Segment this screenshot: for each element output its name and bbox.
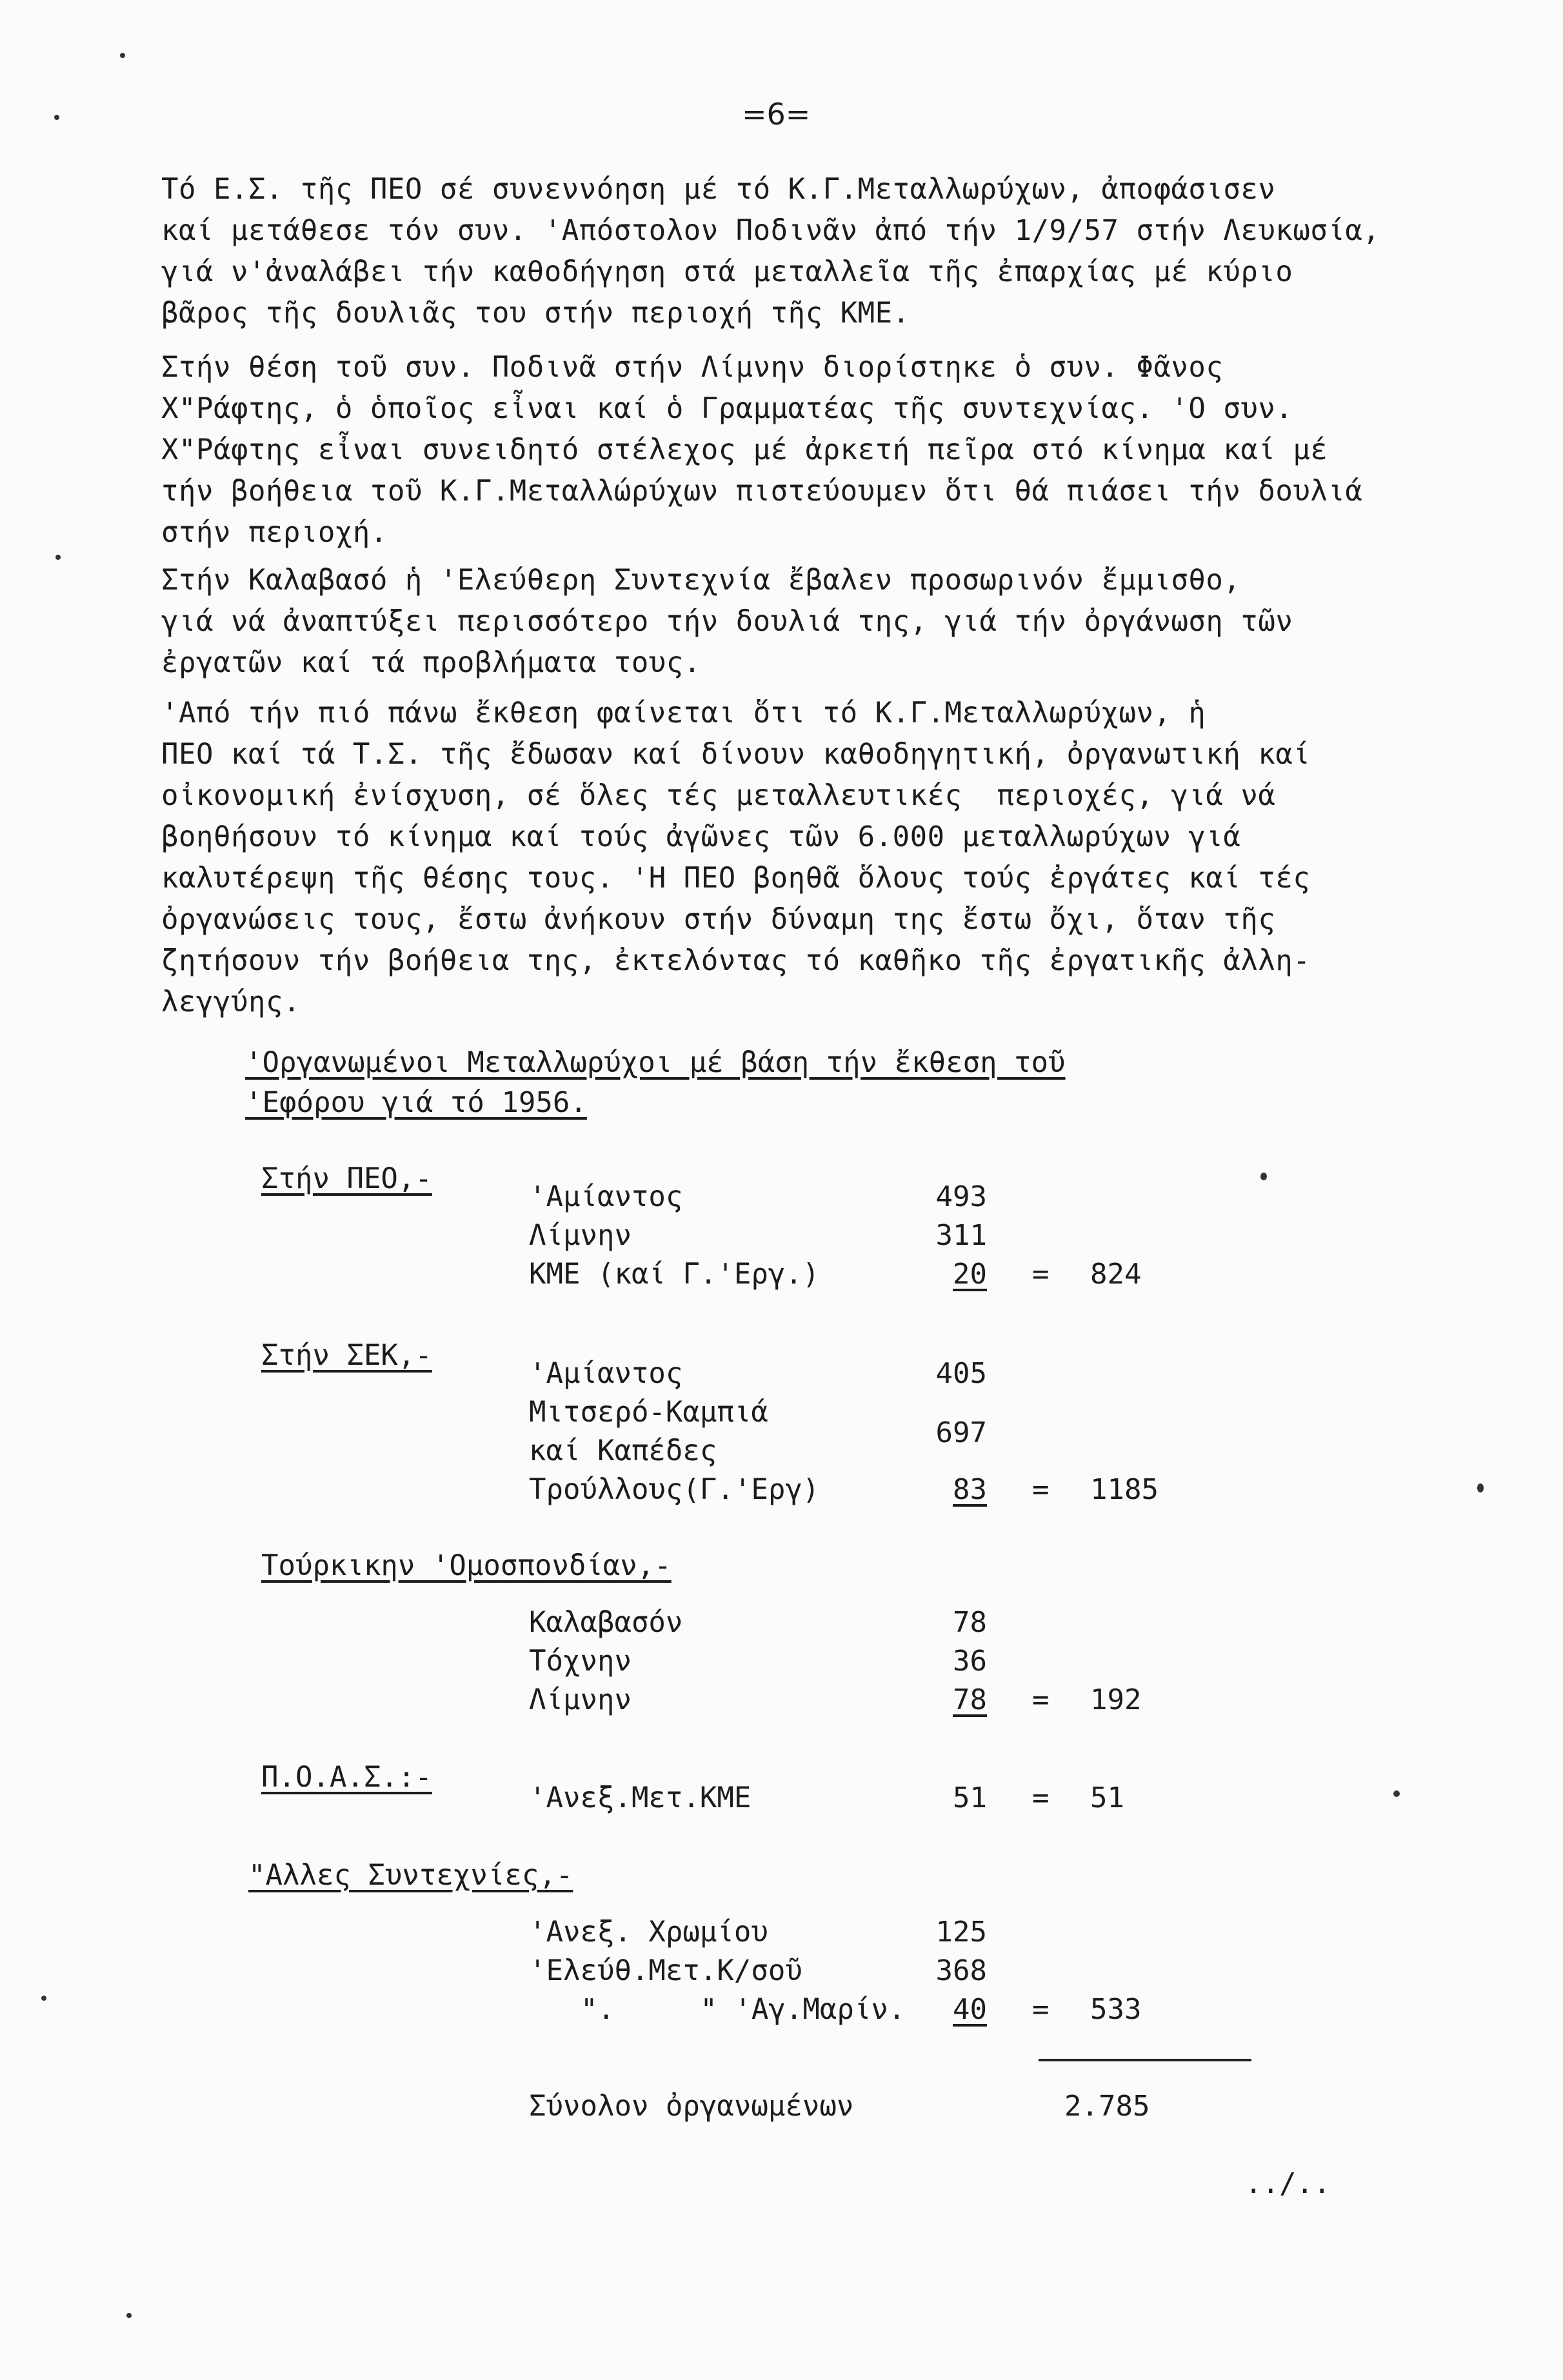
item-name: Λίμνην — [529, 1219, 632, 1252]
item-name: Τόχνην — [529, 1645, 632, 1678]
item-value: 311 — [935, 1219, 987, 1252]
item-name: ". " 'Αγ.Μαρίν. — [581, 1993, 906, 2026]
item-value: 20 — [953, 1258, 987, 1291]
section-total: 51 — [1090, 1781, 1124, 1814]
equals-sign: = — [1032, 1473, 1050, 1506]
item-name: Καλαβασόν — [529, 1606, 683, 1639]
item-value: 51 — [953, 1781, 987, 1814]
item-name: 'Αμίαντος — [529, 1357, 683, 1390]
item-value: 493 — [935, 1180, 987, 1213]
scan-speck — [54, 115, 59, 120]
item-value: 36 — [953, 1645, 987, 1678]
item-value: 368 — [935, 1954, 987, 1987]
scan-speck — [1477, 1483, 1484, 1492]
item-name: Λίμνην — [529, 1683, 632, 1716]
item-name: 'Ανεξ.Μετ.ΚΜΕ — [529, 1781, 752, 1814]
section-label-text: Τούρκικην 'Ομοσπονδίαν,- — [261, 1549, 672, 1582]
table-heading-text-2: 'Εφόρου γιά τό 1956. — [245, 1086, 587, 1119]
page-number: =6= — [742, 97, 811, 132]
section-label-text: Π.Ο.Α.Σ.:- — [261, 1761, 432, 1794]
grand-total-value: 2.785 — [1064, 2090, 1150, 2123]
paragraph-2: Στήν θέση τοῦ συν. Ποδινᾶ στήν Λίμνην διορίστηκε ὁ συν. Φᾶνος Χ"Ράφτης, ὁ ὁποῖος εἶναι καί ὁ Γραμματέας τῆς συντεχνίας. 'Ο συν. Χ"Ράφτης εἶναι συνειδητό στέλεχος μέ ἀρκετή πεῖρα στό κίνημα καί μέ τήν βοήθεια τοῦ Κ.Γ.Μεταλλώρύχων πιστεύουμεν ὅτι θά πιάσει τήν δουλιά στήν περιοχή. — [161, 351, 1363, 549]
section-label-poas — [261, 1758, 432, 1797]
section-total: 533 — [1090, 1993, 1142, 2026]
paragraph-4: 'Από τήν πιό πάνω ἔκθεση φαίνεται ὅτι τό Κ.Γ.Μεταλλωρύχων, ἡ ΠΕΟ καί τά Τ.Σ. τῆς ἔδωσαν καί δίνουν καθοδηγητική, ὀργανωτική καί οἰκονομική ἐνίσχυση, σέ ὅλες τές μεταλλευτικές περιοχές, γιά νά βοηθήσουν τό κίνημα καί τούς ἀγῶνες τῶν 6.000 μεταλλωρύχων γιά καλυτέρεψη τῆς θέσης τους. 'Η ΠΕΟ βοηθᾶ ὅλους τούς ἐργάτες καί τές ὀργανώσεις τους, ἔστω ἀνήκουν στήν δύναμη της ἔστω ὄχι, ὅταν τῆς ζητήσουν τήν βοήθεια της, ἐκτελόντας τό καθῆκο τῆς ἐργατικῆς ἀλλη- λεγγύης. — [161, 697, 1311, 1018]
paragraph-3: Στήν Καλαβασό ἡ 'Ελεύθερη Συντεχνία ἔβαλεν προσωρινόν ἔμμισθο, γιά νά ἀναπτύξει περισσότερο τήν δουλιά της, γιά τήν ὀργάνωση τῶν ἐργατῶν καί τά προβλήματα τους. — [161, 564, 1293, 679]
section-label-turkish-federation — [261, 1547, 672, 1585]
scan-speck — [41, 1996, 46, 2001]
section-label-peo — [261, 1160, 432, 1198]
table-heading-line-2 — [245, 1084, 587, 1122]
sum-rule — [1039, 2059, 1251, 2061]
section-total: 192 — [1090, 1683, 1142, 1716]
item-value: 40 — [953, 1993, 987, 2026]
equals-sign: = — [1032, 1258, 1050, 1291]
section-label-text: Στήν ΠΕΟ,- — [261, 1162, 432, 1195]
section-total: 1185 — [1090, 1473, 1159, 1506]
equals-sign: = — [1032, 1993, 1050, 2026]
scan-speck — [126, 2313, 132, 2318]
item-name: Τρούλλους(Γ.'Εργ) — [529, 1473, 820, 1506]
section-label-text: "Αλλες Συντεχνίες,- — [248, 1859, 573, 1892]
equals-sign: = — [1032, 1781, 1050, 1814]
equals-sign: = — [1032, 1683, 1050, 1716]
item-value: 83 — [953, 1473, 987, 1506]
item-name: 'Ανεξ. Χρωμίου — [529, 1916, 768, 1949]
scan-speck — [1260, 1173, 1267, 1180]
scan-speck — [55, 555, 61, 560]
scan-speck — [1393, 1790, 1400, 1797]
item-name: 'Ελεύθ.Μετ.Κ/σοῦ — [529, 1954, 802, 1987]
item-value: 78 — [953, 1606, 987, 1639]
item-name: ΚΜΕ (καί Γ.'Εργ.) — [529, 1258, 820, 1291]
item-value: 697 — [935, 1416, 987, 1449]
paragraph-1: Τό Ε.Σ. τῆς ΠΕΟ σέ συνεννόηση μέ τό Κ.Γ.Μεταλλωρύχων, ἀποφάσισεν καί μετάθεσε τόν συν. 'Απόστολον Ποδινᾶν ἀπό τήν 1/9/57 στήν Λευκωσία, γιά ν'ἀναλάβει τήν καθοδήγηση στά μεταλλεῖα τῆς ἐπαρχίας μέ κύριο βᾶρος τῆς δουλιᾶς του στήν περιοχή τῆς ΚΜΕ. — [161, 173, 1380, 330]
section-label-sek — [261, 1336, 432, 1375]
section-total: 824 — [1090, 1258, 1142, 1291]
item-value: 125 — [935, 1916, 987, 1949]
continuation-mark: ../.. — [1245, 2167, 1331, 2200]
table-heading-line-1 — [245, 1044, 1066, 1082]
item-name: Μιτσερό-Καμπιά καί Καπέδες — [529, 1396, 768, 1467]
item-value: 405 — [935, 1357, 987, 1390]
section-label-other-unions — [248, 1856, 573, 1895]
section-label-text: Στήν ΣΕΚ,- — [261, 1339, 432, 1372]
grand-total-label: Σύνολον ὀργανωμένων — [529, 2090, 854, 2123]
table-heading-text-1: 'Οργανωμένοι Μεταλλωρύχοι μέ βάση τήν ἔκθεση τοῦ — [245, 1046, 1066, 1079]
item-value: 78 — [953, 1683, 987, 1716]
item-name: 'Αμίαντος — [529, 1180, 683, 1213]
scan-speck — [120, 53, 125, 58]
